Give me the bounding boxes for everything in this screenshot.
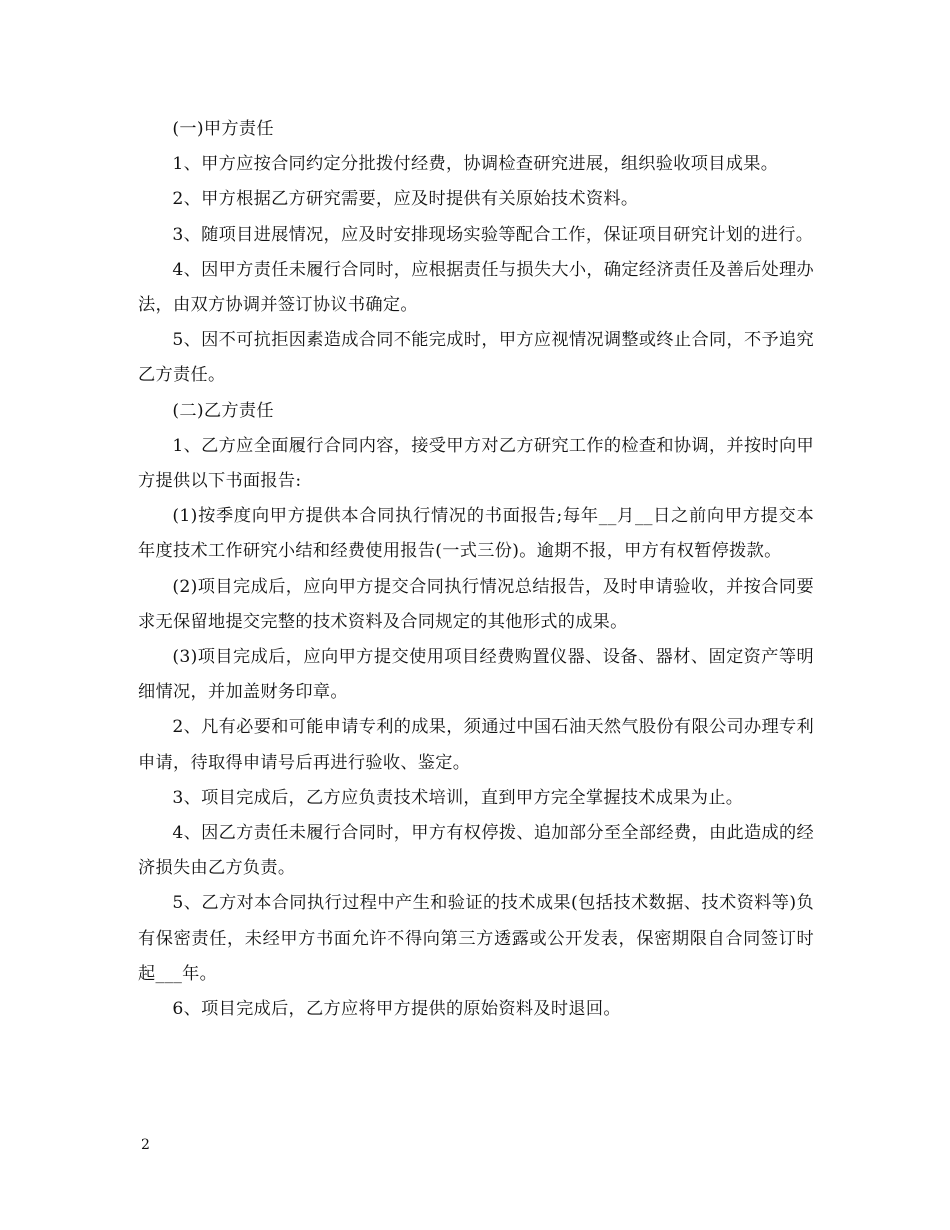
paragraph-a3: 3、随项目进展情况，应及时安排现场实验等配合工作，保证项目研究计划的进行。 bbox=[172, 224, 814, 245]
section-heading-party-b: (二)乙方责任 bbox=[172, 400, 274, 421]
paragraph-a4: 4、因甲方责任未履行合同时，应根据责任与损失大小，确定经济责任及善后处理办法，由双方协调并签订协议书确定。 bbox=[138, 259, 814, 316]
paragraph-b1: 1、乙方应全面履行合同内容，接受甲方对乙方研究工作的检查和协调，并按时向甲方提供以下书面报告: bbox=[138, 435, 814, 492]
paragraph-b1-sub2: (2)项目完成后，应向甲方提交合同执行情况总结报告，及时申请验收，并按合同要求无保留地提交完整的技术资料及合同规定的其他形式的成果。 bbox=[138, 576, 814, 632]
paragraph-a1: 1、甲方应按合同约定分批拨付经费，协调检查研究进展，组织验收项目成果。 bbox=[172, 154, 779, 175]
page-number: 2 bbox=[141, 1137, 150, 1153]
paragraph-b1-sub1: (1)按季度向甲方提供本合同执行情况的书面报告;每年__月__日之前向甲方提交本年度技术工作研究小结和经费使用报告(一式三份)。逾期不报，甲方有权暂停拨款。 bbox=[138, 506, 814, 562]
paragraph-a5: 5、因不可抗拒因素造成合同不能完成时，甲方应视情况调整或终止合同，不予追究乙方责任。 bbox=[138, 330, 814, 386]
paragraph-a2: 2、甲方根据乙方研究需要，应及时提供有关原始技术资料。 bbox=[172, 189, 639, 210]
paragraph-b2: 2、凡有必要和可能申请专利的成果，须通过中国石油天然气股份有限公司办理专利申请，待取得申请号后再进行验收、鉴定。 bbox=[138, 717, 814, 773]
paragraph-b4: 4、因乙方责任未履行合同时，甲方有权停拨、追加部分至全部经费，由此造成的经济损失由乙方负责。 bbox=[138, 823, 814, 879]
document-body bbox=[138, 112, 814, 1027]
paragraph-b5: 5、乙方对本合同执行过程中产生和验证的技术成果(包括技术数据、技术资料等)负有保密责任，未经甲方书面允许不得向第三方透露或公开发表，保密期限自合同签订时起___年。 bbox=[138, 893, 814, 984]
section-heading-party-a: (一)甲方责任 bbox=[172, 119, 274, 139]
paragraph-b6: 6、项目完成后，乙方应将甲方提供的原始资料及时退回。 bbox=[172, 999, 621, 1020]
paragraph-b3: 3、项目完成后，乙方应负责技术培训，直到甲方完全掌握技术成果为止。 bbox=[172, 787, 744, 808]
paragraph-b1-sub3: (3)项目完成后，应向甲方提交使用项目经费购置仪器、设备、器材、固定资产等明细情况，并加盖财务印章。 bbox=[138, 647, 814, 703]
